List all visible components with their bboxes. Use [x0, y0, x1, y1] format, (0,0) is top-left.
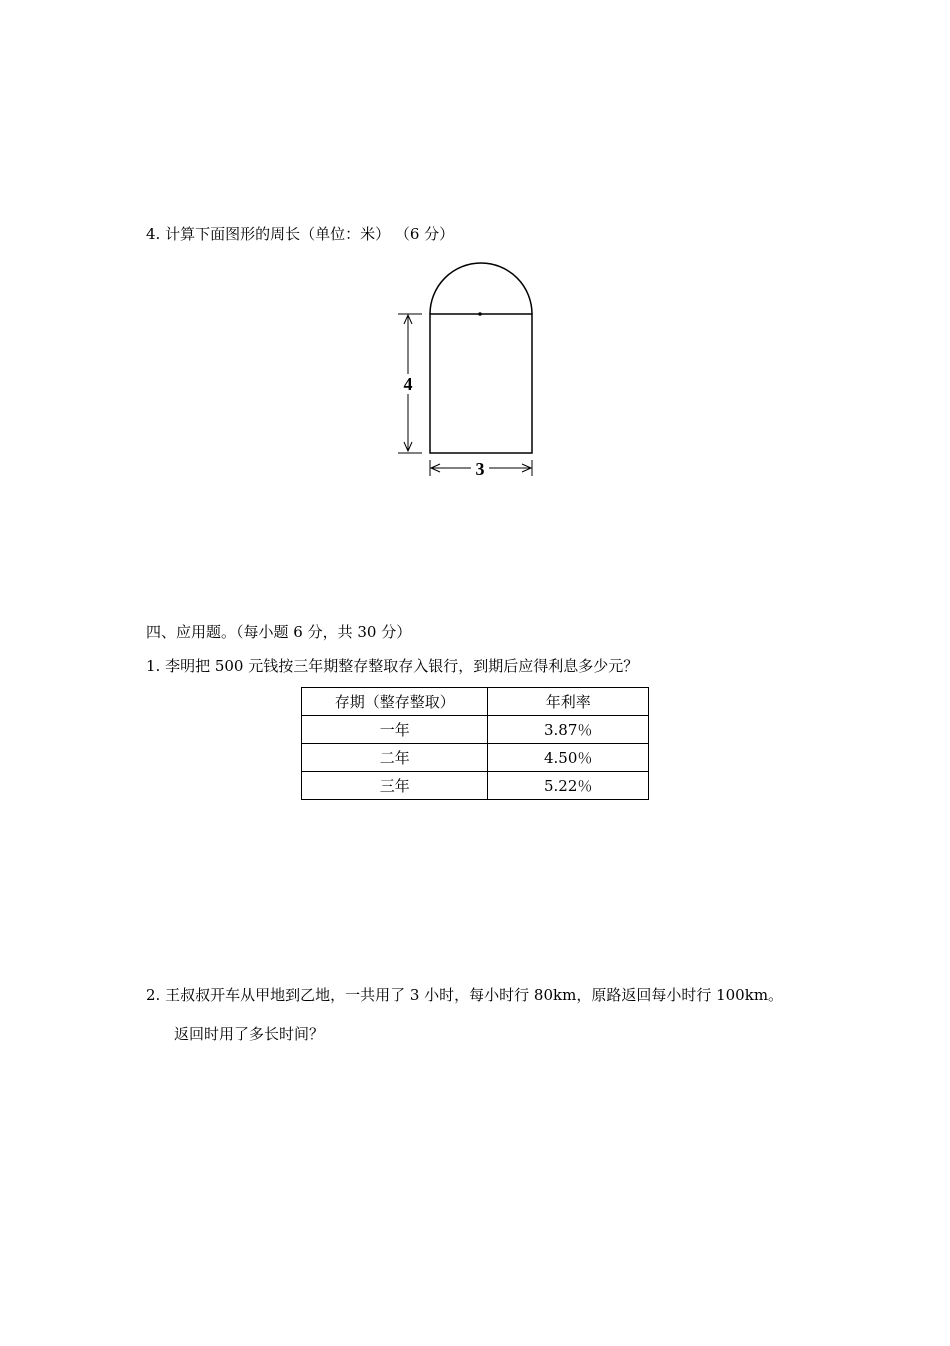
table-header-row: [302, 688, 649, 716]
table-header-cell: 年利率: [488, 688, 649, 716]
center-dot: [478, 312, 482, 316]
problem-2-text-line1: 2. 王叔叔开车从甲地到乙地，一共用了 3 小时，每小时行 80km，原路返回每小时行 100km。: [146, 986, 784, 1004]
problem-2-text-line2: 返回时用了多长时间？: [174, 1025, 325, 1043]
table-row: [302, 744, 649, 772]
semicircle-arc: [430, 263, 532, 314]
width-label: 3: [475, 459, 485, 479]
rectangle-semicircle-diagram: [388, 252, 548, 484]
perimeter-figure: [388, 252, 548, 484]
table-row: [302, 716, 649, 744]
table-cell: 4.50％: [488, 744, 649, 772]
table-cell: 5.22％: [488, 772, 649, 800]
interest-rate-table: [301, 687, 649, 800]
question-4-text: 4. 计算下面图形的周长（单位：米） （6 分）: [146, 225, 455, 243]
rectangle-shape: [430, 314, 532, 453]
table-header-cell: 存期（整存整取）: [302, 688, 488, 716]
table-cell: 三年: [302, 772, 488, 800]
table-cell: 3.87％: [488, 716, 649, 744]
section-4-title: 四、应用题。（每小题 6 分，共 30 分）: [146, 623, 412, 641]
table-cell: 一年: [302, 716, 488, 744]
problem-1-text: 1. 李明把 500 元钱按三年期整存整取存入银行，到期后应得利息多少元？: [146, 657, 639, 675]
table-cell: 二年: [302, 744, 488, 772]
height-label: 4: [403, 374, 413, 394]
table-row: [302, 772, 649, 800]
